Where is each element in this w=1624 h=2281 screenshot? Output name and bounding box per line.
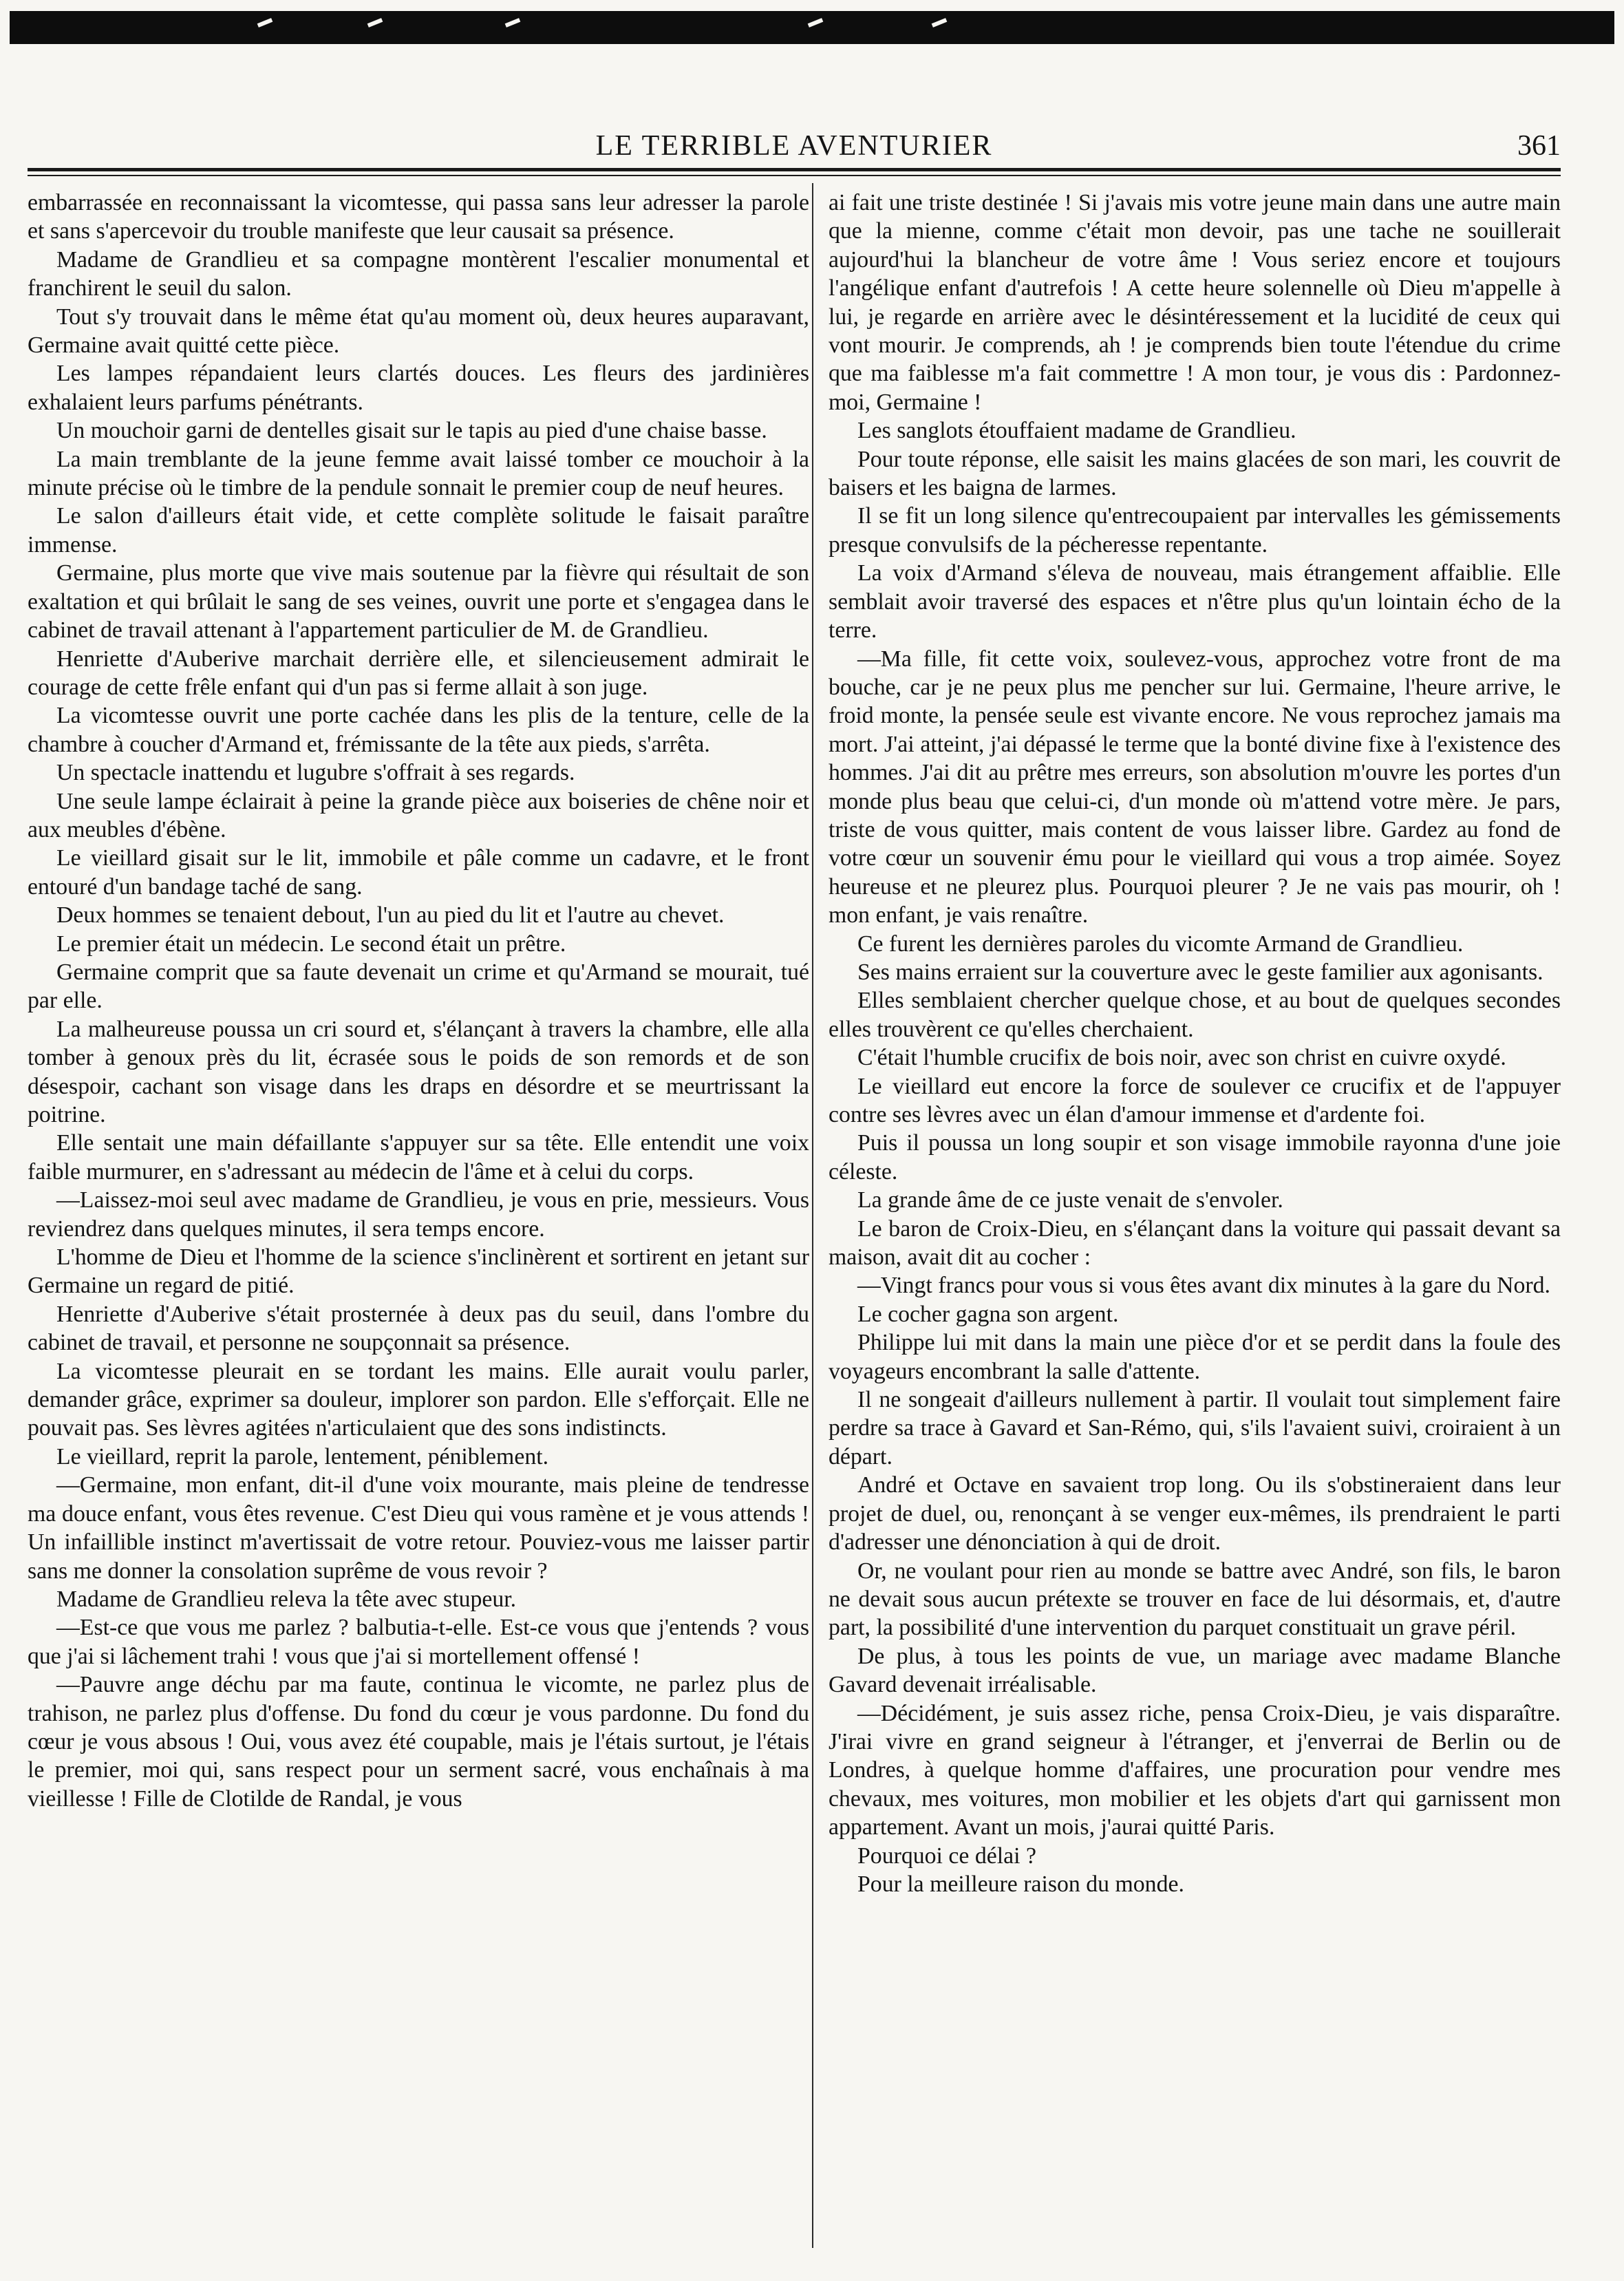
top-border-bar	[10, 11, 1614, 44]
paragraph: Les sanglots étouffaient madame de Grandlieu.	[857, 418, 1296, 444]
paragraph: —Ma fille, fit cette voix, soulevez-vous, approchez votre front de ma bouche, car je ne peux plus me pencher sur lui. Germaine, l'heure arrive, le froid monte, la pensée seule est vivante encore. Ne vous reprochez jamais ma mort. J'ai atteint, j'ai dépassé le terme que la bonté divine fixe à l'existence des hommes. J'ai dit au prêtre mes erreurs, son absolution m'ouvre les portes d'un monde plus beau que celui-ci, d'un monde où m'attend votre mère. Je pars, triste de vous quitter, mais content de vous laisser libre. Gardez au fond de votre cœur un souvenir ému pour le vieillard qui vous a trop aimée. Soyez heureuse et ne pleurez plus. Pourquoi pleurer ? Je ne vais pas mourir, oh ! mon enfant, je vais renaître.	[829, 646, 1561, 929]
paragraph: Philippe lui mit dans la main une pièce d'or et se perdit dans la foule des voyageurs encombrant la salle d'attente.	[829, 1330, 1561, 1384]
text-column-right	[829, 189, 1561, 2240]
paragraph: Deux hommes se tenaient debout, l'un au pied du lit et l'autre au chevet.	[56, 902, 725, 929]
paragraph: —Laissez-moi seul avec madame de Grandlieu, je vous en prie, messieurs. Vous reviendrez dans quelques minutes, il sera temps encore.	[28, 1187, 809, 1242]
paragraph: Un mouchoir garni de dentelles gisait sur le tapis au pied d'une chaise basse.	[56, 418, 767, 444]
border-mark	[257, 18, 273, 28]
paragraph: La vicomtesse ouvrit une porte cachée dans les plis de la tenture, celle de la chambre à coucher d'Armand et, frémissante de la tête aux pieds, s'arrêta.	[28, 703, 809, 757]
paragraph: —Vingt francs pour vous si vous êtes avant dix minutes à la gare du Nord.	[857, 1273, 1550, 1299]
paragraph: Pour toute réponse, elle saisit les mains glacées de son mari, les couvrit de baisers et les baigna de larmes.	[829, 446, 1561, 501]
paragraph: André et Octave en savaient trop long. Ou ils s'obstineraient dans leur projet de duel, ou, renonçant à se venger eux-mêmes, ils prendraient le parti d'adresser une dénonciation à qui de droit.	[829, 1472, 1561, 1556]
paragraph: Madame de Grandlieu releva la tête avec stupeur.	[56, 1586, 517, 1612]
border-mark	[808, 18, 824, 28]
paragraph: La malheureuse poussa un cri sourd et, s'élançant à travers la chambre, elle alla tomber à genoux près du lit, écrasée sous le poids de son remords et de son désespoir, cachant son visage dans les draps en désordre et se meurtrissant la poitrine.	[28, 1016, 809, 1127]
paragraph: Le vieillard eut encore la force de soulever ce crucifix et de l'appuyer contre ses lèvres avec un élan d'amour immense et d'ardente foi.	[829, 1073, 1561, 1127]
paragraph: Or, ne voulant pour rien au monde se battre avec André, son fils, le baron ne devait sous aucun prétexte se trouver en face de lui désormais, et, d'autre part, la possibilité d'une intervention du parquet constituait un grave péril.	[829, 1558, 1561, 1641]
paragraph: La voix d'Armand s'éleva de nouveau, mais étrangement affaiblie. Elle semblait avoir traversé des espaces et n'être plus qu'un lointain écho de la terre.	[829, 560, 1561, 644]
border-mark	[932, 18, 948, 28]
paragraph: Pourquoi ce délai ?	[857, 1843, 1036, 1869]
paragraph: Elle sentait une main défaillante s'appuyer sur sa tête. Elle entendit une voix faible murmurer, en s'adressant au médecin de l'âme et à celui du corps.	[28, 1130, 809, 1185]
running-title: LE TERRIBLE AVENTURIER	[595, 130, 993, 162]
paragraph: La vicomtesse pleurait en se tordant les mains. Elle aurait voulu parler, demander grâce, exprimer sa douleur, implorer son pardon. Elle s'efforçait. Elle ne pouvait pas. Ses lèvres agitées n'articulaient que des sons indistincts.	[28, 1358, 809, 1441]
paragraph: Puis il poussa un long soupir et son visage immobile rayonna d'une joie céleste.	[829, 1130, 1561, 1185]
paragraph: Pour la meilleure raison du monde.	[857, 1871, 1184, 1897]
paragraph: —Est-ce que vous me parlez ? balbutia-t-elle. Est-ce vous que j'entends ? vous que j'ai si lâchement trahi ! vous que j'ai si mortellement offensé !	[28, 1615, 809, 1669]
text-column-left	[28, 189, 809, 2240]
paragraph: Ce furent les dernières paroles du vicomte Armand de Grandlieu.	[857, 931, 1464, 957]
header-rule-thin	[28, 175, 1561, 176]
paragraph: Le cocher gagna son argent.	[857, 1301, 1119, 1327]
paragraph: —Décidément, je suis assez riche, pensa Croix-Dieu, je vais disparaître. J'irai vivre en grand seigneur à l'étranger, et j'enverrai de Berlin ou de Londres, à quelque homme d'affaires, une procuration pour vendre mes chevaux, mes voitures, mon mobilier et les objets d'art qui garnissent mon appartement. Avant un mois, j'aurai quitté Paris.	[829, 1700, 1561, 1840]
border-mark	[367, 18, 383, 28]
paragraph: Une seule lampe éclairait à peine la grande pièce aux boiseries de chêne noir et aux meubles d'ébène.	[28, 788, 809, 842]
paragraph: La grande âme de ce juste venait de s'envoler.	[857, 1187, 1283, 1213]
paragraph: Henriette d'Auberive s'était prosternée à deux pas du seuil, dans l'ombre du cabinet de travail, et personne ne soupçonnait sa présence.	[28, 1301, 809, 1356]
paragraph: C'était l'humble crucifix de bois noir, avec son christ en cuivre oxydé.	[857, 1045, 1506, 1071]
paragraph: Les lampes répandaient leurs clartés douces. Les fleurs des jardinières exhalaient leurs parfums pénétrants.	[28, 361, 809, 415]
paragraph: Le vieillard gisait sur le lit, immobile et pâle comme un cadavre, et le front entouré d'un bandage taché de sang.	[28, 845, 809, 900]
paragraph: Le vieillard, reprit la parole, lentement, péniblement.	[56, 1443, 549, 1470]
paragraph: De plus, à tous les points de vue, un mariage avec madame Blanche Gavard devenait irréalisable.	[829, 1643, 1561, 1698]
paragraph: ai fait une triste destinée ! Si j'avais mis votre jeune main dans une autre main que la mienne, comme c'était mon devoir, pas une tache ne souillerait aujourd'hui la blancheur de votre âme ! Vous seriez encore et toujours l'angélique enfant d'autrefois ! A cette heure solennelle où Dieu m'appelle à lui, je regarde en arrière avec le désintéressement et la lucidité de ceux qui vont mourir. Je comprends, ah ! je comprends bien toute l'étendue du crime que ma faiblesse m'a fait commettre ! A mon tour, je vous dis : Pardonnez-moi, Germaine !	[829, 190, 1561, 415]
paragraph: Germaine, plus morte que vive mais soutenue par la fièvre qui résultait de son exaltation et qui brûlait le sang de ses veines, ouvrit une porte et s'engagea dans le cabinet de travail attenant à l'appartement particulier de M. de Grandlieu.	[28, 560, 809, 644]
paragraph: Il ne songeait d'ailleurs nullement à partir. Il voulait tout simplement faire perdre sa trace à Gavard et San-Rémo, qui, s'ils l'avaient suivi, croiraient à un départ.	[829, 1387, 1561, 1470]
page-number: 361	[1517, 130, 1561, 162]
paragraph: —Pauvre ange déchu par ma faute, continua le vicomte, ne parlez plus de trahison, ne parlez plus d'offense. Du fond du cœur je vous pardonne. Du fond du cœur je vous absous ! Oui, vous avez été coupable, mais je l'étais surtout, je l'étais le premier, moi qui, sans respect pour un serment sacré, vous enchaînais à ma vieillesse ! Fille de Clotilde de Randal, je vous	[28, 1672, 809, 1812]
paragraph: Il se fit un long silence qu'entrecoupaient par intervalles les gémissements presque convulsifs de la pécheresse repentante.	[829, 503, 1561, 558]
paragraph: La main tremblante de la jeune femme avait laissé tomber ce mouchoir à la minute précise où le timbre de la pendule sonnait le premier coup de neuf heures.	[28, 446, 809, 501]
paragraph: Madame de Grandlieu et sa compagne montèrent l'escalier monumental et franchirent le seuil du salon.	[28, 246, 809, 301]
paragraph: Tout s'y trouvait dans le même état qu'au moment où, deux heures auparavant, Germaine avait quitté cette pièce.	[28, 304, 809, 359]
paragraph: Un spectacle inattendu et lugubre s'offrait à ses regards.	[56, 760, 575, 786]
paragraph: Le salon d'ailleurs était vide, et cette complète solitude le faisait paraître immense.	[28, 503, 809, 558]
paragraph: Germaine comprit que sa faute devenait un crime et qu'Armand se mourait, tué par elle.	[28, 959, 809, 1014]
paragraph: Le baron de Croix-Dieu, en s'élançant dans la voiture qui passait devant sa maison, avait dit au cocher :	[829, 1216, 1561, 1271]
border-mark	[505, 18, 521, 28]
paragraph: L'homme de Dieu et l'homme de la science s'inclinèrent et sortirent en jetant sur Germaine un regard de pitié.	[28, 1244, 809, 1299]
paragraph: —Germaine, mon enfant, dit-il d'une voix mourante, mais pleine de tendresse ma douce enfant, vous êtes revenue. C'est Dieu qui vous ramène et je vous attends ! Un infaillible instinct m'avertissait de votre retour. Pouviez-vous me laisser partir sans me donner la consolation suprême de vous revoir ?	[28, 1472, 809, 1584]
page-header	[28, 129, 1561, 184]
paragraph: Ses mains erraient sur la couverture avec le geste familier aux agonisants.	[857, 959, 1543, 985]
column-divider	[812, 183, 813, 2248]
header-rule	[28, 168, 1561, 171]
paragraph: embarrassée en reconnaissant la vicomtesse, qui passa sans leur adresser la parole et sans s'apercevoir du trouble manifeste que leur causait sa présence.	[28, 190, 809, 244]
paragraph: Le premier était un médecin. Le second était un prêtre.	[56, 931, 566, 957]
paragraph: Elles semblaient chercher quelque chose, et au bout de quelques secondes elles trouvèrent ce qu'elles cherchaient.	[829, 988, 1561, 1042]
paragraph: Henriette d'Auberive marchait derrière elle, et silencieusement admirait le courage de cette frêle enfant qui d'un pas si ferme allait à son juge.	[28, 646, 809, 700]
